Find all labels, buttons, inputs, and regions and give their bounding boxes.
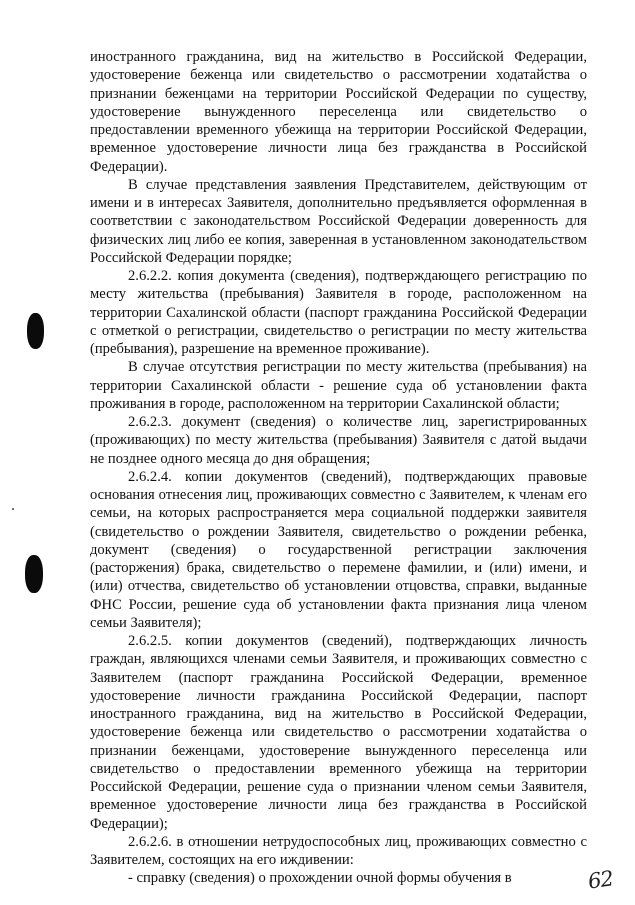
binder-hole-mark bbox=[25, 555, 43, 593]
paragraph: - справку (сведения) о прохождении очной формы обучения в bbox=[128, 870, 512, 887]
paragraph: 2.6.2.3. документ (сведения) о количестве лиц, зарегистрированных (проживающих) по месту жительства (пребывания) Заявителя с датой выдачи не позднее одного месяца до дня обращения; bbox=[90, 414, 587, 467]
handwritten-page-number: 62 bbox=[586, 866, 615, 894]
paragraph: 2.6.2.5. копии документов (сведений), подтверждающих личность граждан, являющихся членами семьи Заявителя, и проживающих совместно с Заявителем (паспорт гражданина Российской Федерации, временное удостоверение личности гражданина Российской Федерации, паспорт иностранного гражданина, вид на жительство в Российской Федерации, удостоверение беженца или свидетельство о рассмотрении ходатайства о признании беженцами, удостоверение вынужденного переселенца или свидетельство о предоставлении временного убежища на территории Российской Федерации, решение суда о признании членом семьи Заявителя, временное удостоверение личности лица без гражданства в Российской Федерации); bbox=[90, 633, 587, 832]
paragraph: 2.6.2.4. копии документов (сведений), подтверждающих правовые основания отнесения лиц, проживающих совместно с Заявителем, к членам его семьи, на которых распространяется мера социальной поддержки заявителя (свидетельство о рождении Заявителя, свидетельство о рождении ребенка, документ (сведения) о государственной регистрации заключения (расторжения) брака, свидетельство о перемене фамилии, и (или) имени, и (или) отчества, свидетельство об установлении отцовства, справки, выданные ФНС России, решение суда об установлении факта признания лица членом семьи Заявителя); bbox=[90, 468, 587, 631]
paragraph: иностранного гражданина, вид на жительство в Российской Федерации, удостоверение беженца или свидетельство о рассмотрении ходатайства о признании беженцами на территории Российской Федерации по существу, удостоверение вынужденного переселенца или свидетельство о предоставлении временного убежища на территории Российской Федерации, временное удостоверение личности лица без гражданства в Российской Федерации). bbox=[90, 49, 587, 175]
paragraph: В случае отсутствия регистрации по месту жительства (пребывания) на территории Сахалинской области - решение суда об установлении факта проживания в городе, расположенном на территории Сахалинской области; bbox=[90, 359, 587, 412]
paragraph: В случае представления заявления Представителем, действующим от имени и в интересах Заявителя, дополнительно предъявляется оформленная в соответствии с законодательством Российской Федерации доверенность для физических лиц либо ее копия, заверенная в установленном законодательством Российской Федерации порядке; bbox=[90, 176, 587, 266]
scan-speck bbox=[12, 508, 14, 510]
document-body bbox=[90, 48, 587, 888]
paragraph: 2.6.2.2. копия документа (сведения), подтверждающего регистрацию по месту жительства (пребывания) Заявителя в городе, расположенном на территории Сахалинской области (паспорт гражданина Российской Федерации с отметкой о регистрации, свидетельство о регистрации по месту жительства (пребывания), разрешение на временное проживание). bbox=[90, 268, 587, 357]
binder-hole-mark bbox=[27, 313, 44, 349]
paragraph: 2.6.2.6. в отношении нетрудоспособных лиц, проживающих совместно с Заявителем, состоящих на его иждивении: bbox=[90, 833, 587, 868]
